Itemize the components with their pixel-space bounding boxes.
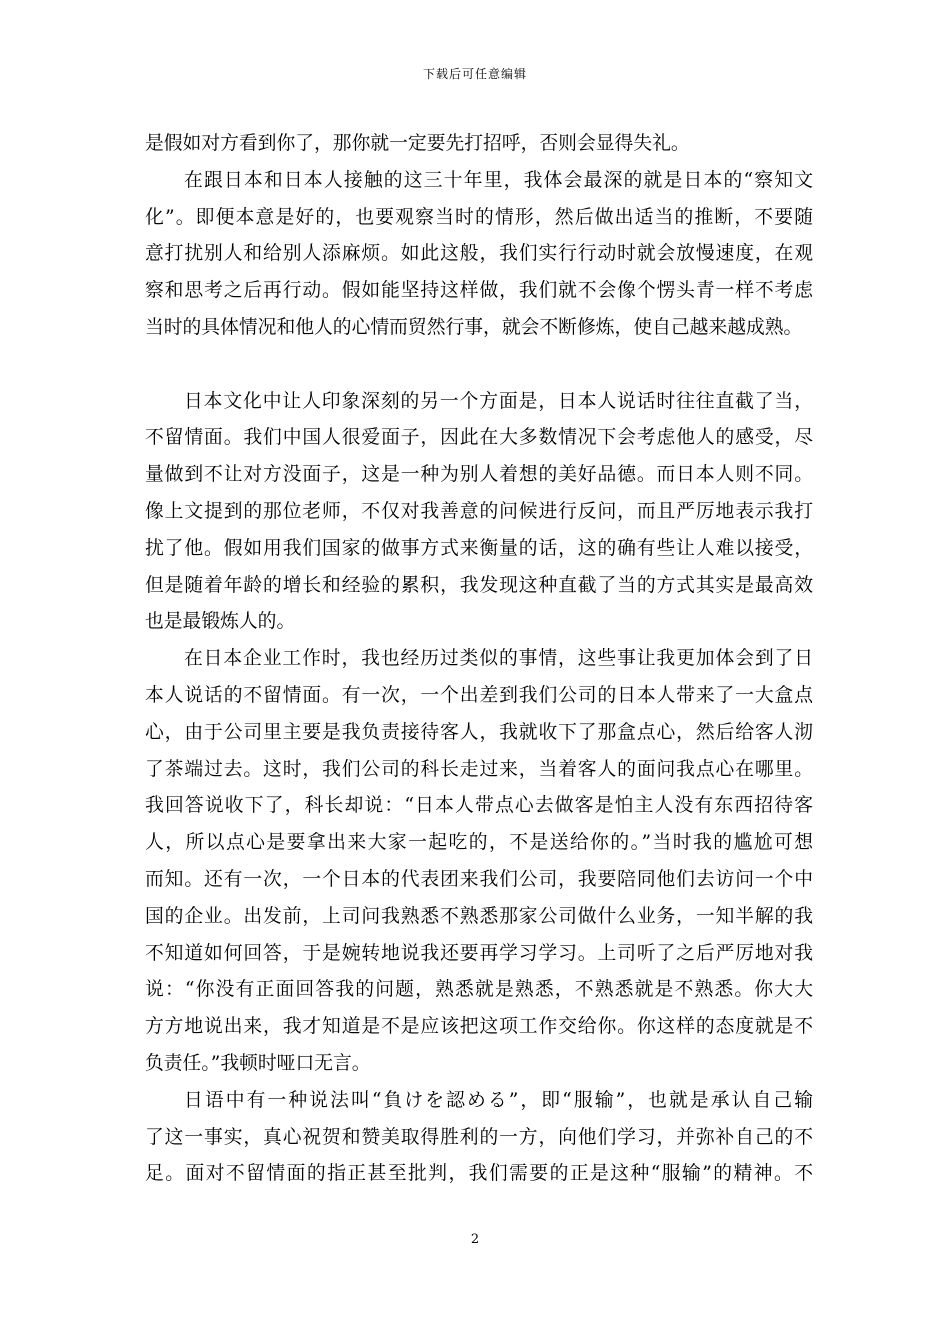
text-line: 了茶端过去。这时，我们公司的科长走过来，当着客人的面问我点心在哪里。 (145, 758, 813, 780)
text-line: 日语中有一种说法叫“負けを認める”，即“服输”，也就是承认自己输 (184, 1089, 813, 1111)
text-line: 国的企业。出发前，上司问我熟悉不熟悉那家公司做什么业务，一知半解的我 (145, 905, 813, 927)
text-line: 我回答说收下了，科长却说：“日本人带点心去做客是怕主人没有东西招待客 (145, 795, 813, 817)
text-line: 化”。即便本意是好的，也要观察当时的情形，然后做出适当的推断，不要随 (145, 206, 813, 228)
text-line: 也是最锻炼人的。 (145, 611, 296, 633)
text-line: 是假如对方看到你了，那你就一定要先打招呼，否则会显得失礼。 (145, 133, 690, 154)
text-line: 在日本企业工作时，我也经历过类似的事情，这些事让我更加体会到了日 (184, 648, 813, 670)
text-line: 不知道如何回答，于是婉转地说我还要再学习学习。上司听了之后严厉地对我 (145, 942, 813, 964)
page-header: 下载后可任意编辑 (422, 67, 527, 81)
text-line: 扰了他。假如用我们国家的做事方式来衡量的话，这的确有些让人难以接受， (145, 537, 813, 559)
text-line: 量做到不让对方没面子，这是一种为别人着想的美好品德。而日本人则不同。 (145, 464, 813, 486)
text-line: 心，由于公司里主要是我负责接待客人，我就收下了那盒点心，然后给客人沏 (145, 721, 813, 743)
text-line: 了这一事实，真心祝贺和赞美取得胜利的一方，向他们学习，并弥补自己的不 (145, 1126, 813, 1148)
text-line: 察和思考之后再行动。假如能坚持这样做，我们就不会像个愣头青一样不考虑 (145, 280, 813, 302)
text-line: 方方地说出来，我才知道是不是应该把这项工作交给你。你这样的态度就是不 (145, 1016, 813, 1038)
text-line: 像上文提到的那位老师，不仅对我善意的问候进行反问，而且严厉地表示我打 (145, 500, 813, 522)
paragraph (145, 1083, 813, 1193)
paragraph (145, 384, 813, 642)
text-line: 不留情面。我们中国人很爱面子，因此在大多数情况下会考虑他人的感受，尽 (145, 427, 813, 449)
text-line: 足。面对不留情面的指正甚至批判，我们需要的正是这种“服输”的精神。不 (145, 1163, 813, 1185)
text-line: 人，所以点心是要拿出来大家一起吃的，不是送给你的。”当时我的尴尬可想 (145, 832, 813, 854)
text-line: 在跟日本和日本人接触的这三十年里，我体会最深的就是日本的“察知文 (184, 169, 813, 191)
paragraph-spacer (145, 347, 813, 384)
paragraph (145, 126, 813, 163)
paragraph (145, 641, 813, 1083)
text-line: 说：“你没有正面回答我的问题，熟悉就是熟悉，不熟悉就是不熟悉。你大大 (145, 979, 813, 1001)
text-line: 意打扰别人和给别人添麻烦。如此这般，我们实行行动时就会放慢速度，在观 (145, 243, 813, 265)
page-number: 2 (470, 1232, 480, 1247)
text-line: 但是随着年龄的增长和经验的累积，我发现这种直截了当的方式其实是最高效 (145, 574, 813, 596)
text-line: 负责任。”我顿时哑口无言。 (145, 1052, 371, 1074)
text-line: 日本文化中让人印象深刻的另一个方面是，日本人说话时往往直截了当， (184, 390, 813, 412)
text-line: 本人说话的不留情面。有一次，一个出差到我们公司的日本人带来了一大盒点 (145, 684, 813, 706)
text-line: 而知。还有一次，一个日本的代表团来我们公司，我要陪同他们去访问一个中 (145, 868, 813, 890)
text-line: 当时的具体情况和他人的心情而贸然行事，就会不断修炼，使自己越来越成熟。 (145, 316, 803, 338)
document-body (145, 126, 813, 1193)
paragraph (145, 163, 813, 347)
